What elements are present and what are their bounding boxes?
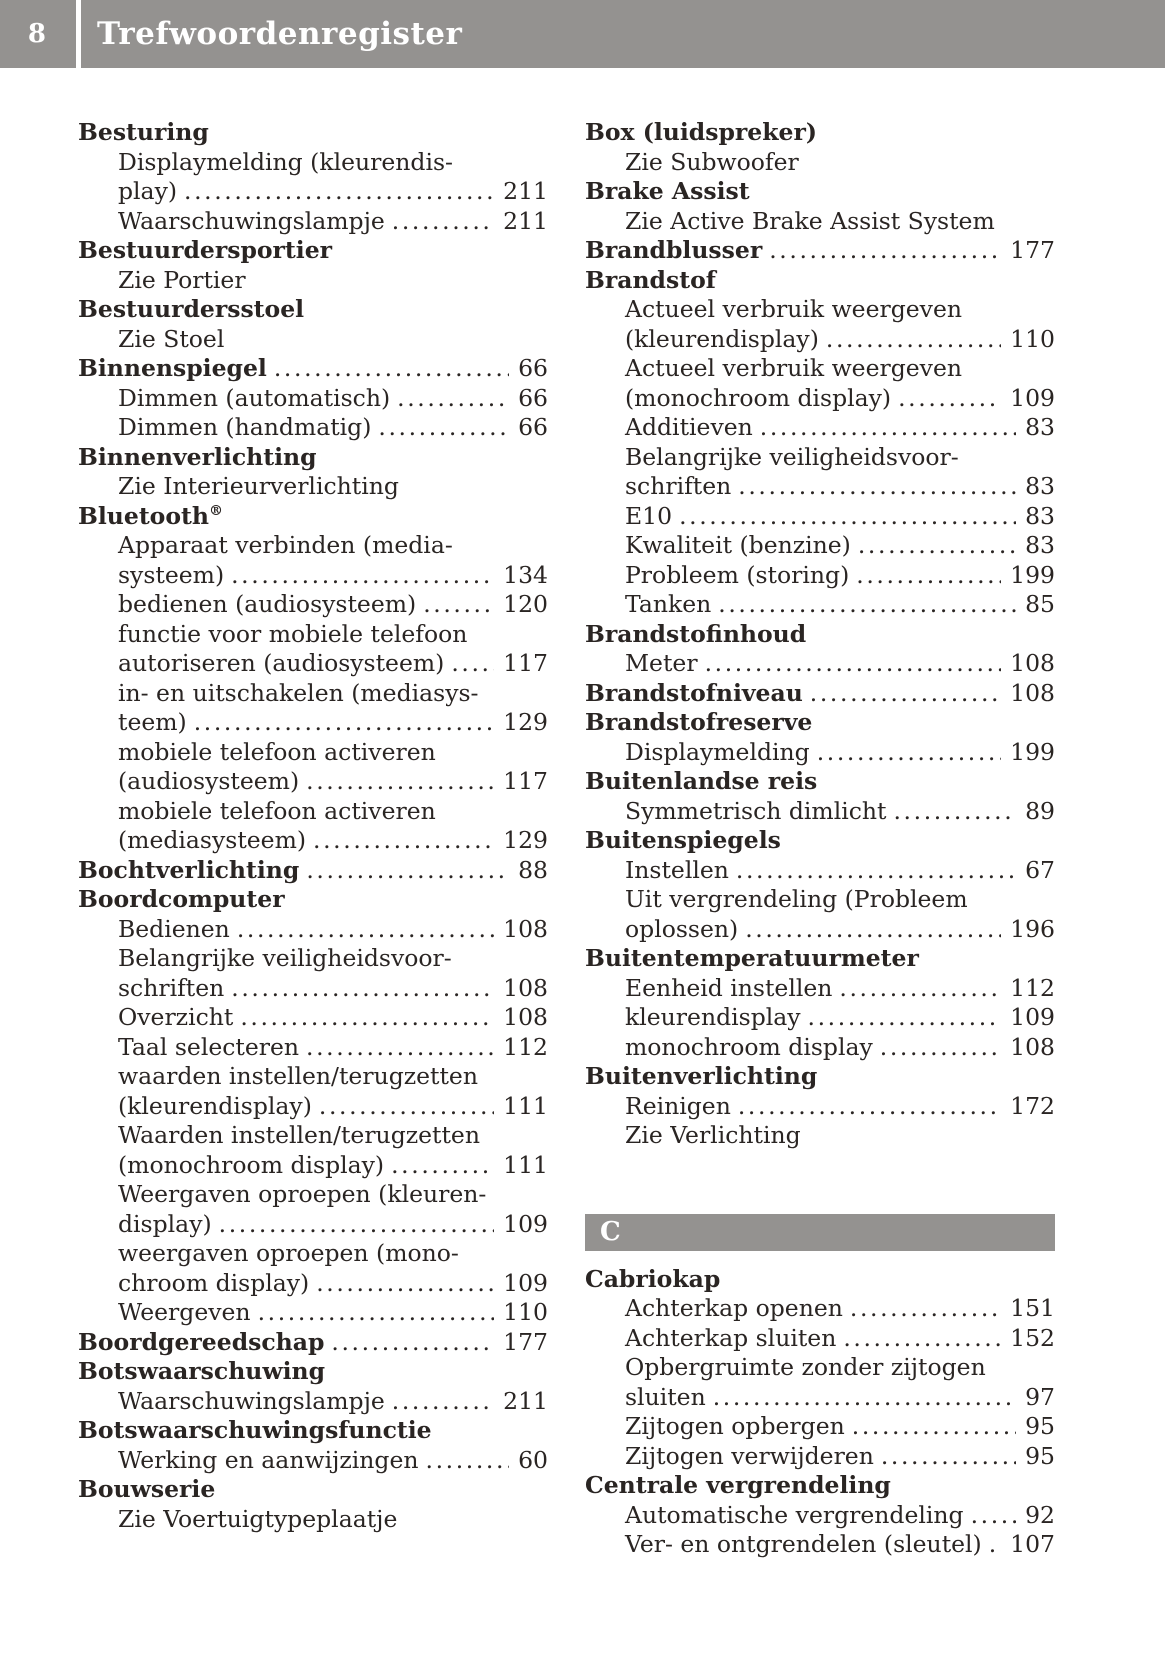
index-subentry [78,1033,548,1063]
entry-label: display) [118,1209,212,1238]
index-entry [585,1062,1055,1092]
index-entry [78,295,548,325]
entry-label: (kleurendisplay) [118,1091,312,1120]
entry-label: Additieven [625,413,753,441]
registered-trademark-symbol: ® [208,502,223,519]
index-entry [78,502,548,532]
entry-page-number: 211 [503,1386,548,1415]
entry-label: oplossen) [625,914,739,943]
dot-leader [679,502,1016,532]
entry-label: Buitenverlichting [585,1062,818,1090]
index-subentry [585,207,1055,237]
entry-label: Zie Interieurverlichting [118,472,399,500]
entry-label: Zie Subwoofer [625,147,799,176]
dot-leader [319,1092,494,1122]
dot-leader [237,915,494,945]
entry-page-number: 109 [503,1209,548,1238]
index-subentry [585,413,1055,443]
entry-label: Dimmen (automatisch) [118,383,391,412]
entry-label: Zie Voertuigtypeplaatje [118,1504,398,1533]
dot-leader [705,649,1002,679]
index-subentry [78,177,548,207]
index-subentry [78,915,548,945]
entry-page-number: 88 [518,855,548,884]
index-subentry [585,1353,1055,1383]
entry-page-number: 107 [1010,1530,1055,1558]
entry-page-number: 85 [1025,590,1055,618]
index-subentry [78,1239,548,1269]
index-subentry [78,207,548,237]
index-entry [585,266,1055,296]
index-subentry [78,413,548,443]
index-subentry [78,826,548,856]
dot-leader [880,1033,1001,1063]
entry-page-number: 172 [1010,1091,1055,1120]
index-subentry [585,1294,1055,1324]
dot-leader [240,1003,494,1033]
index-subentry [78,561,548,591]
entry-page-number: 108 [1010,1032,1055,1061]
dot-leader [392,207,494,237]
entry-page-number: 60 [518,1445,548,1474]
entry-label: Buitenlandse reis [585,767,818,795]
entry-label: sluiten [625,1382,706,1411]
dot-leader [451,649,494,679]
entry-label: E10 [625,501,673,530]
entry-label: Weergeven [118,1298,251,1326]
index-subentry [78,679,548,709]
entry-label: mobiele telefoon activeren [118,737,436,766]
index-subentry [585,738,1055,768]
entry-label: Waarschuwingslampje [118,1386,385,1415]
entry-label: Eenheid instellen [625,973,833,1002]
entry-page-number: 83 [1025,413,1055,441]
entry-page-number: 199 [1010,560,1055,589]
index-subentry [78,472,548,502]
entry-label: Ver- en ontgrendelen (sleutel) [625,1530,982,1558]
entry-label: Displaymelding [625,737,810,766]
entry-label: Displaymelding (kleurendis- [118,147,453,176]
entry-label: (monochroom display) [625,383,892,412]
entry-label: Cabriokap [585,1264,721,1293]
dot-leader [843,1324,1001,1354]
index-entry [585,620,1055,650]
index-subentry [585,354,1055,384]
index-entry [585,118,1055,148]
entry-label: (audiosysteem) [118,767,300,795]
entry-page-number: 109 [1010,1003,1055,1031]
entry-label: Instellen [625,855,729,884]
entry-page-number: 108 [503,973,548,1002]
entry-label: schriften [625,472,732,500]
index-subentry [78,384,548,414]
entry-label: Brandstofinhoud [585,619,807,648]
index-subentry [585,1442,1055,1472]
entry-label: weergaven oproepen (mono- [118,1239,459,1267]
dot-leader [856,561,1001,591]
entry-label: Zie Portier [118,265,246,294]
dot-leader [850,1294,1001,1324]
index-entry [585,767,1055,797]
entry-page-number: 108 [1010,678,1055,707]
entry-page-number: 108 [503,914,548,943]
entry-label: Brake Assist [585,177,750,205]
dot-leader [391,1151,494,1181]
entry-page-number: 66 [518,383,548,412]
page-number: 8 [27,19,46,49]
index-subentry [78,767,548,797]
dot-leader [274,354,509,384]
dot-leader [306,1033,494,1063]
entry-label: Brandstofreserve [585,708,813,736]
entry-label: Bestuurdersstoel [78,295,305,323]
entry-label: mobiele telefoon activeren [118,796,436,825]
entry-label: Dimmen (handmatig) [118,413,372,441]
index-subentry [78,620,548,650]
entry-page-number: 108 [1010,649,1055,677]
entry-page-number: 111 [503,1150,548,1179]
entry-label: Binnenspiegel [78,354,267,382]
entry-page-number: 151 [1010,1294,1055,1322]
entry-label: Actueel verbruik weergeven [625,354,962,382]
entry-label: Zijtogen verwijderen [625,1441,874,1470]
entry-page-number: 196 [1010,914,1055,943]
index-subentry [78,1505,548,1535]
entry-label: functie voor mobiele telefoon [118,619,468,648]
dot-leader [313,826,494,856]
index-entry [585,177,1055,207]
index-subentry [585,649,1055,679]
dot-leader [316,1269,494,1299]
entry-page-number: 109 [1010,383,1055,412]
dot-leader [989,1530,1001,1560]
entry-page-number: 117 [503,649,548,677]
entry-label: Besturing [78,118,209,146]
entry-label: Probleem (storing) [625,560,850,589]
section-letter: C [600,1217,621,1247]
entry-label: Bestuurdersportier [78,236,333,264]
entry-label: Reinigen [625,1091,731,1120]
entry-label: (monochroom display) [118,1150,385,1179]
entry-page-number: 83 [1025,531,1055,559]
entry-label: Achterkap sluiten [625,1323,837,1352]
index-entry [585,236,1055,266]
dot-leader [258,1298,495,1328]
entry-label: Overzicht [118,1003,234,1031]
index-subentry [78,974,548,1004]
index-subentry [585,1003,1055,1033]
index-subentry [585,797,1055,827]
dot-leader [810,679,1001,709]
entry-page-number: 129 [503,826,548,854]
index-entry [585,679,1055,709]
index-entry [78,1475,548,1505]
entry-label: bedienen (audiosysteem) [118,590,417,618]
dot-leader [397,384,509,414]
dot-leader [306,767,494,797]
index-subentry [585,148,1055,178]
index-subentry [78,797,548,827]
index-subentry [78,1446,548,1476]
index-entry [78,1357,548,1387]
entry-label: Kwaliteit (benzine) [625,531,851,559]
entry-label: Buitentemperatuurmeter [585,944,919,972]
entry-label: systeem) [118,560,225,589]
dot-leader [817,738,1001,768]
index-entry [585,826,1055,856]
dot-leader [426,1446,510,1476]
entry-label: Belangrijke veiligheidsvoor- [118,944,452,972]
entry-page-number: 111 [503,1091,548,1120]
dot-leader [423,590,494,620]
index-subentry [78,266,548,296]
dot-leader [839,974,1001,1004]
entry-label: in- en uitschakelen (mediasys- [118,678,479,707]
entry-page-number: 110 [1010,324,1055,353]
index-subentry [78,1003,548,1033]
entry-page-number: 211 [503,177,548,205]
index-subentry [78,148,548,178]
entry-label: teem) [118,708,187,736]
entry-page-number: 109 [503,1268,548,1297]
dot-leader [331,1328,494,1358]
entry-label: Apparaat verbinden (media- [118,531,453,559]
entry-page-number: 120 [503,590,548,618]
index-subentry [585,531,1055,561]
dot-leader [769,236,1001,266]
header-divider [76,0,81,68]
index-subentry [585,974,1055,1004]
entry-label: Buitenspiegels [585,826,781,854]
entry-label: Werking en aanwijzingen [118,1445,419,1474]
dot-leader [881,1442,1016,1472]
index-right-column [585,118,1055,1560]
entry-page-number: 83 [1025,472,1055,500]
section-divider-c [585,1214,1055,1251]
entry-label: Binnenverlichting [78,442,317,471]
dot-leader [808,1003,1002,1033]
dot-leader [184,177,494,207]
entry-label: (mediasysteem) [118,826,307,854]
index-subentry [585,1383,1055,1413]
index-entry [585,708,1055,738]
index-subentry [78,1092,548,1122]
dot-leader [826,325,1001,355]
entry-page-number: 95 [1025,1412,1055,1440]
entry-page-number: 110 [503,1298,548,1326]
entry-label: Boordgereedschap [78,1327,325,1356]
entry-page-number: 95 [1025,1441,1055,1470]
index-subentry [585,1530,1055,1560]
index-subentry [78,1121,548,1151]
index-subentry [78,649,548,679]
index-subentry [78,1387,548,1417]
entry-label: Brandstofniveau [585,678,803,707]
entry-label: Bedienen [118,914,230,943]
entry-label: monochroom display [625,1032,873,1061]
index-entry [78,856,548,886]
entry-label: Taal selecteren [118,1032,300,1061]
dot-leader [852,1412,1016,1442]
entry-page-number: 66 [518,354,548,382]
index-subentry [585,325,1055,355]
index-entry [78,354,548,384]
index-subentry [585,295,1055,325]
entry-page-number: 67 [1025,855,1055,884]
entry-label: Tanken [625,590,712,618]
entry-label: Botswaarschuwingsfunctie [78,1416,432,1444]
dot-leader [971,1501,1017,1531]
dot-leader [713,1383,1016,1413]
index-subentry [585,1501,1055,1531]
entry-page-number: 129 [503,708,548,736]
entry-label: schriften [118,973,225,1002]
index-entry [78,885,548,915]
entry-label: waarden instellen/terugzetten [118,1062,478,1090]
entry-label: Centrale vergrendeling [585,1471,891,1499]
entry-label: Brandstof [585,265,716,294]
index-subentry [78,325,548,355]
dot-leader [219,1210,495,1240]
index-subentry [78,1062,548,1092]
entry-page-number: 89 [1025,796,1055,825]
page-header [0,0,1165,68]
entry-label: Actueel verbruik weergeven [625,295,962,323]
entry-label: Uit vergrendeling (Probleem [625,885,968,913]
index-subentry [585,384,1055,414]
entry-page-number: 152 [1010,1323,1055,1352]
dot-leader [745,915,1001,945]
index-subentry [78,1180,548,1210]
entry-page-number: 211 [503,206,548,235]
entry-label: Meter [625,649,698,677]
index-entry [585,1265,1055,1295]
dot-leader [738,1092,1001,1122]
index-subentry [585,1412,1055,1442]
index-subentry [78,1269,548,1299]
index-subentry [585,443,1055,473]
entry-label: chroom display) [118,1268,310,1297]
dot-leader [231,974,494,1004]
index-subentry [78,590,548,620]
index-entry [78,1328,548,1358]
index-subentry [585,1121,1055,1151]
entry-page-number: 83 [1025,501,1055,530]
entry-page-number: 108 [503,1003,548,1031]
entry-page-number: 66 [518,413,548,441]
entry-label: Waarschuwingslampje [118,206,385,235]
entry-page-number: 112 [1010,973,1055,1002]
index-entry [78,118,548,148]
entry-label: Bouwserie [78,1475,216,1503]
index-subentry [78,1151,548,1181]
page-title: Trefwoordenregister [97,16,463,52]
index-entry [78,1416,548,1446]
index-subentry [585,915,1055,945]
index-subentry [585,472,1055,502]
index-entry [78,236,548,266]
entry-label: Weergaven oproepen (kleuren- [118,1180,487,1208]
entry-label: Opbergruimte zonder zijtogen [625,1353,986,1381]
dot-leader [378,413,509,443]
entry-label: Brandblusser [585,236,763,264]
entry-label: Automatische vergrendeling [625,1500,964,1529]
index-left-column [78,118,548,1534]
dot-leader [392,1387,494,1417]
index-subentry [78,1298,548,1328]
index-entry [585,1471,1055,1501]
index-subentry [585,856,1055,886]
entry-label: (kleurendisplay) [625,324,819,353]
entry-label: kleurendisplay [625,1003,801,1031]
entry-page-number: 97 [1025,1382,1055,1411]
dot-leader [306,856,509,886]
dot-leader [760,413,1016,443]
entry-label: Symmetrisch dimlicht [625,796,887,825]
dot-leader [736,856,1016,886]
index-entry [585,944,1055,974]
entry-page-number: 177 [503,1327,548,1356]
dot-leader [898,384,1001,414]
entry-label: Waarden instellen/terugzetten [118,1121,480,1149]
index-subentry [585,502,1055,532]
entry-page-number: 117 [503,767,548,795]
dot-leader [738,472,1016,502]
entry-label: Zijtogen opbergen [625,1412,845,1440]
dot-leader [858,531,1016,561]
index-subentry [585,1033,1055,1063]
entry-label: Belangrijke veiligheidsvoor- [625,442,959,471]
entry-label: Botswaarschuwing [78,1357,326,1385]
index-subentry [78,944,548,974]
entry-label: Zie Active Brake Assist System [625,206,995,235]
dot-leader [194,708,494,738]
index-subentry [585,561,1055,591]
entry-label: Zie Stoel [118,324,225,353]
entry-page-number: 177 [1010,236,1055,264]
entry-page-number: 92 [1025,1500,1055,1529]
index-subentry [78,708,548,738]
index-entry [78,443,548,473]
index-subentry [78,531,548,561]
entry-page-number: 199 [1010,737,1055,766]
entry-label: Zie Verlichting [625,1121,801,1149]
index-subentry [585,885,1055,915]
entry-label: autoriseren (audiosysteem) [118,649,445,677]
dot-leader [231,561,494,591]
index-subentry [78,1210,548,1240]
dot-leader [893,797,1016,827]
index-subentry [78,738,548,768]
entry-page-number: 134 [503,560,548,589]
index-subentry [585,590,1055,620]
index-subentry [585,1324,1055,1354]
entry-label: play) [118,177,178,205]
index-subentry [585,1092,1055,1122]
entry-label: Boordcomputer [78,885,285,913]
entry-label: Bluetooth® [78,501,223,530]
dot-leader [718,590,1016,620]
entry-page-number: 112 [503,1032,548,1061]
entry-label: Achterkap openen [625,1294,843,1322]
entry-label: Box (luidspreker) [585,118,817,146]
entry-label: Bochtverlichting [78,855,300,884]
